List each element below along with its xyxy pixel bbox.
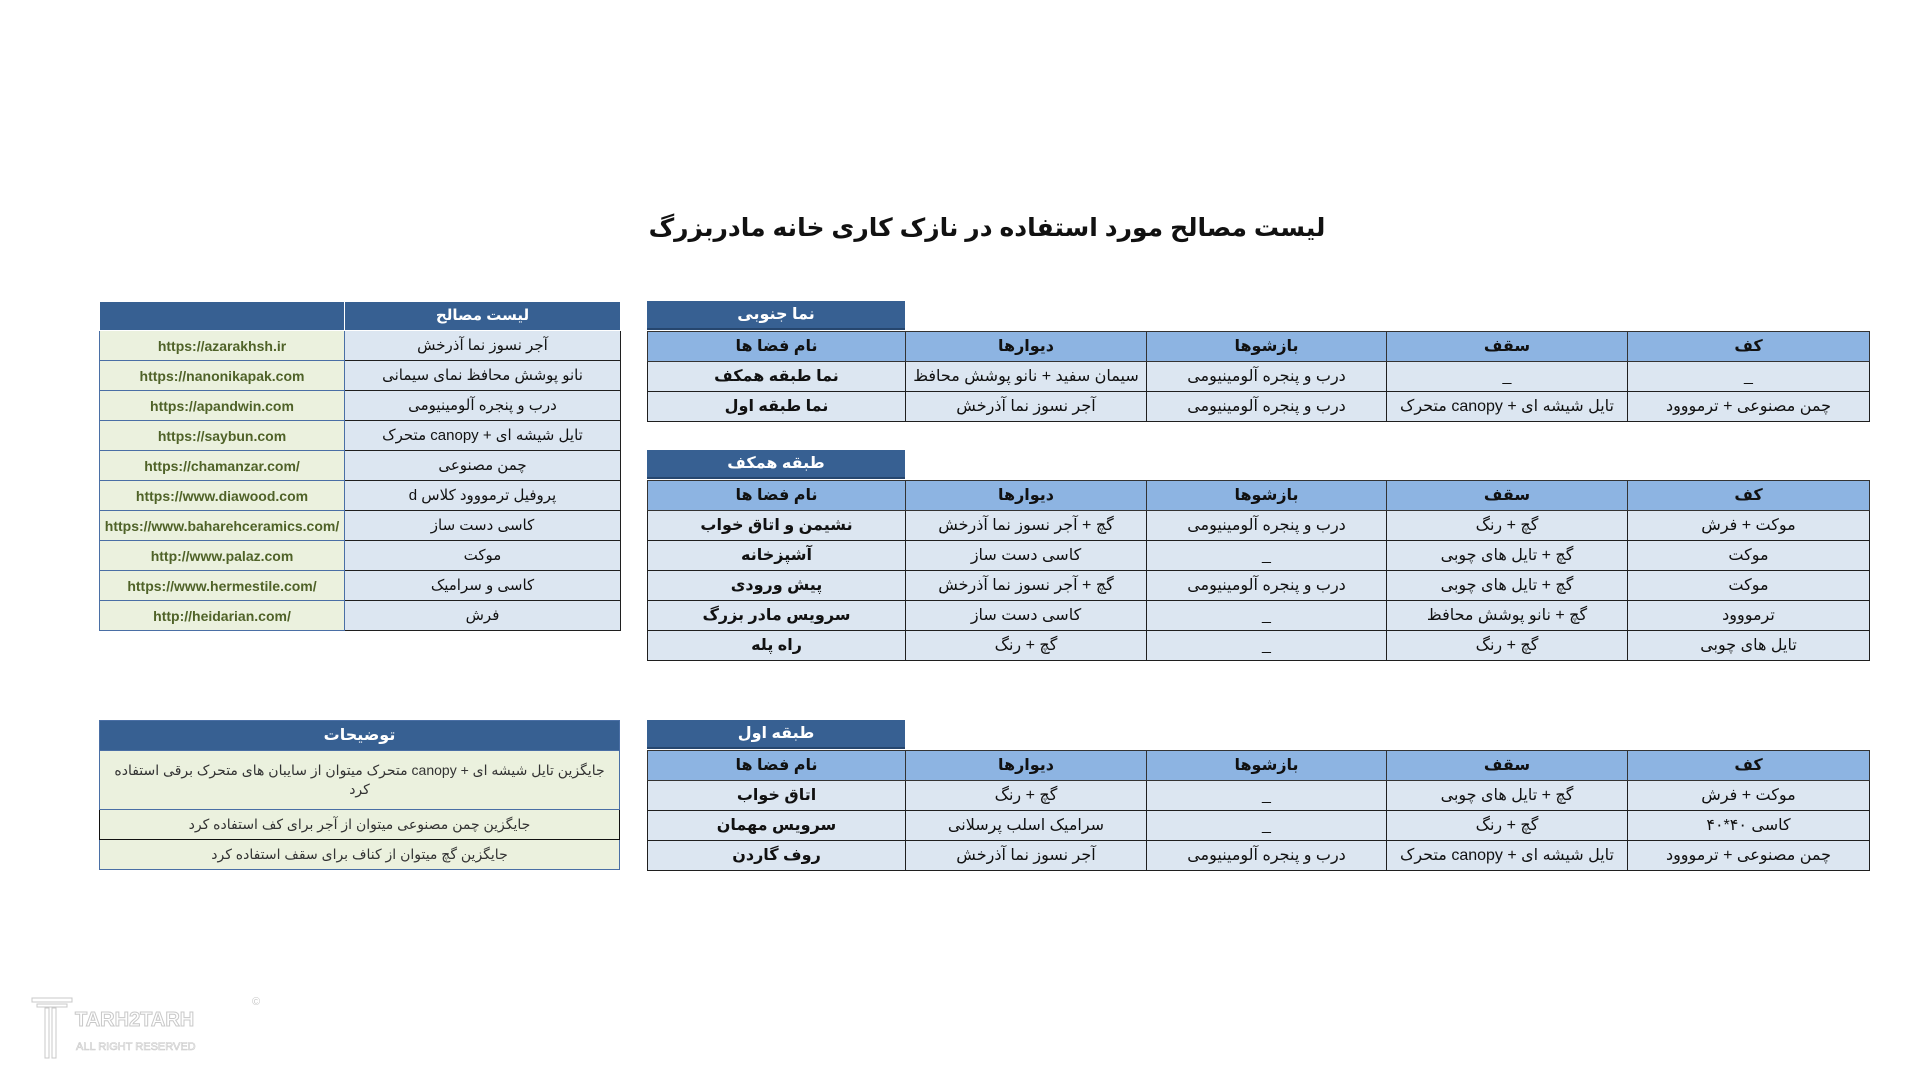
material-url-link[interactable]: http://www.palaz.com xyxy=(100,541,345,571)
section-table-south-facade xyxy=(647,331,1870,422)
cell-openings: درب و پنجره آلومینیومی xyxy=(1147,392,1387,422)
column-header-walls: دیوارها xyxy=(906,751,1147,781)
cell-openings: درب و پنجره آلومینیومی xyxy=(1147,511,1387,541)
column-header-ceiling: سقف xyxy=(1387,751,1628,781)
table-row xyxy=(648,841,1870,871)
table-row xyxy=(648,541,1870,571)
materials-row xyxy=(100,451,621,481)
column-header-space-name: نام فضا ها xyxy=(648,751,906,781)
cell-openings: _ xyxy=(1147,631,1387,661)
material-url-link[interactable]: http://heidarian.com/ xyxy=(100,601,345,631)
page-title: لیست مصالح مورد استفاده در نازک کاری خانه مادربزرگ xyxy=(648,214,1326,242)
notes-title: توضیحات xyxy=(100,721,620,751)
note-item: جایگزین تایل شیشه ای + canopy متحرک میتوان از سایبان های متحرک برقی استفاده کرد xyxy=(100,751,620,810)
materials-row xyxy=(100,331,621,361)
cell-floor: تایل های چوبی xyxy=(1628,631,1870,661)
material-name: موکت xyxy=(345,541,621,571)
cell-floor: موکت xyxy=(1628,541,1870,571)
section-title-south-facade: نما جنوبی xyxy=(647,301,905,330)
section-header-row xyxy=(648,751,1870,781)
column-logo-icon xyxy=(30,996,74,1062)
column-header-walls: دیوارها xyxy=(906,332,1147,362)
cell-space-name: پیش ورودی xyxy=(648,571,906,601)
cell-ceiling: گچ + تایل های چوبی xyxy=(1387,571,1628,601)
materials-row xyxy=(100,481,621,511)
cell-space-name: راه پله xyxy=(648,631,906,661)
cell-walls: سیمان سفید + نانو پوشش محافظ xyxy=(906,362,1147,392)
cell-openings: _ xyxy=(1147,781,1387,811)
cell-ceiling: گچ + رنگ xyxy=(1387,631,1628,661)
cell-floor: کاسی ۴۰*۴۰ xyxy=(1628,811,1870,841)
cell-walls: گچ + آجر نسوز نما آذرخش xyxy=(906,571,1147,601)
cell-walls: گچ + آجر نسوز نما آذرخش xyxy=(906,511,1147,541)
material-name: آجر نسوز نما آذرخش xyxy=(345,331,621,361)
section-title-ground-floor: طبقه همکف xyxy=(647,450,905,479)
cell-walls: کاسی دست ساز xyxy=(906,541,1147,571)
cell-space-name: نما طبقه همکف xyxy=(648,362,906,392)
table-row xyxy=(648,571,1870,601)
logo-name: TARH2TARH xyxy=(75,1009,195,1031)
table-row xyxy=(648,811,1870,841)
column-header-floor: کف xyxy=(1628,332,1870,362)
section-header-row xyxy=(648,332,1870,362)
table-row xyxy=(648,631,1870,661)
note-item: جایگزین گچ میتوان از کناف برای سقف استفاده کرد xyxy=(100,840,620,870)
column-header-openings: بازشوها xyxy=(1147,332,1387,362)
column-header-space-name: نام فضا ها xyxy=(648,332,906,362)
tarh2tarh-logo xyxy=(30,996,270,1066)
cell-walls: سرامیک اسلب پرسلانی xyxy=(906,811,1147,841)
materials-table xyxy=(99,301,621,631)
material-name: پروفیل ترمووود کلاس d xyxy=(345,481,621,511)
notes-table xyxy=(99,720,620,870)
cell-floor: ترمووود xyxy=(1628,601,1870,631)
cell-space-name: آشپزخانه xyxy=(648,541,906,571)
column-header-floor: کف xyxy=(1628,481,1870,511)
column-header-ceiling: سقف xyxy=(1387,332,1628,362)
cell-floor: موکت + فرش xyxy=(1628,781,1870,811)
cell-openings: درب و پنجره آلومینیومی xyxy=(1147,362,1387,392)
cell-ceiling: گچ + تایل های چوبی xyxy=(1387,541,1628,571)
material-url-link[interactable]: https://nanonikapak.com xyxy=(100,361,345,391)
cell-floor: چمن مصنوعی + ترمووود xyxy=(1628,841,1870,871)
material-url-link[interactable]: https://azarakhsh.ir xyxy=(100,331,345,361)
column-header-walls: دیوارها xyxy=(906,481,1147,511)
column-header-openings: بازشوها xyxy=(1147,751,1387,781)
table-row xyxy=(648,601,1870,631)
cell-ceiling: گچ + رنگ xyxy=(1387,811,1628,841)
material-name: تایل شیشه ای + canopy متحرک xyxy=(345,421,621,451)
cell-floor: چمن مصنوعی + ترمووود xyxy=(1628,392,1870,422)
materials-header-url xyxy=(100,302,345,331)
cell-space-name: سرویس مهمان xyxy=(648,811,906,841)
cell-openings: _ xyxy=(1147,811,1387,841)
cell-walls: آجر نسوز نما آذرخش xyxy=(906,392,1147,422)
cell-ceiling: گچ + نانو پوشش محافظ xyxy=(1387,601,1628,631)
material-name: کاسی و سرامیک xyxy=(345,571,621,601)
materials-header-row xyxy=(100,302,621,331)
cell-ceiling: تایل شیشه ای + canopy متحرک xyxy=(1387,392,1628,422)
section-table-first-floor xyxy=(647,750,1870,871)
material-url-link[interactable]: https://www.baharehceramics.com/ xyxy=(100,511,345,541)
cell-openings: درب و پنجره آلومینیومی xyxy=(1147,571,1387,601)
cell-floor: _ xyxy=(1628,362,1870,392)
material-name: نانو پوشش محافظ نمای سیمانی xyxy=(345,361,621,391)
materials-row xyxy=(100,541,621,571)
material-url-link[interactable]: https://chamanzar.com/ xyxy=(100,451,345,481)
material-name: فرش xyxy=(345,601,621,631)
section-title-first-floor: طبقه اول xyxy=(647,720,905,749)
cell-ceiling: تایل شیشه ای + canopy متحرک xyxy=(1387,841,1628,871)
cell-space-name: نما طبقه اول xyxy=(648,392,906,422)
table-row xyxy=(648,362,1870,392)
copyright-mark: © xyxy=(252,996,261,1008)
materials-header-name: لیست مصالح xyxy=(345,302,621,331)
cell-space-name: اتاق خواب xyxy=(648,781,906,811)
cell-walls: گچ + رنگ xyxy=(906,631,1147,661)
material-url-link[interactable]: https://www.diawood.com xyxy=(100,481,345,511)
materials-row xyxy=(100,421,621,451)
cell-space-name: سرویس مادر بزرگ xyxy=(648,601,906,631)
cell-floor: موکت + فرش xyxy=(1628,511,1870,541)
materials-row xyxy=(100,361,621,391)
cell-walls: گچ + رنگ xyxy=(906,781,1147,811)
cell-openings: درب و پنجره آلومینیومی xyxy=(1147,841,1387,871)
material-name: کاسی دست ساز xyxy=(345,511,621,541)
material-url-link[interactable]: https://www.hermestile.com/ xyxy=(100,571,345,601)
cell-walls: آجر نسوز نما آذرخش xyxy=(906,841,1147,871)
cell-ceiling: _ xyxy=(1387,362,1628,392)
material-url-link[interactable]: https://saybun.com xyxy=(100,421,345,451)
note-item: جایگزین چمن مصنوعی میتوان از آجر برای کف استفاده کرد xyxy=(100,810,620,840)
table-row xyxy=(648,781,1870,811)
material-url-link[interactable]: https://apandwin.com xyxy=(100,391,345,421)
section-table-ground-floor xyxy=(647,480,1870,661)
table-row xyxy=(648,392,1870,422)
materials-row xyxy=(100,571,621,601)
cell-openings: _ xyxy=(1147,601,1387,631)
table-row xyxy=(648,511,1870,541)
materials-row xyxy=(100,391,621,421)
column-header-openings: بازشوها xyxy=(1147,481,1387,511)
cell-ceiling: گچ + تایل های چوبی xyxy=(1387,781,1628,811)
column-header-space-name: نام فضا ها xyxy=(648,481,906,511)
logo-tagline: ALL RIGHT RESERVED xyxy=(76,1041,196,1053)
section-header-row xyxy=(648,481,1870,511)
materials-row xyxy=(100,601,621,631)
column-header-floor: کف xyxy=(1628,751,1870,781)
cell-floor: موکت xyxy=(1628,571,1870,601)
cell-space-name: روف گاردن xyxy=(648,841,906,871)
cell-ceiling: گچ + رنگ xyxy=(1387,511,1628,541)
column-header-ceiling: سقف xyxy=(1387,481,1628,511)
materials-row xyxy=(100,511,621,541)
cell-walls: کاسی دست ساز xyxy=(906,601,1147,631)
cell-openings: _ xyxy=(1147,541,1387,571)
material-name: درب و پنجره آلومینیومی xyxy=(345,391,621,421)
cell-space-name: نشیمن و اتاق خواب xyxy=(648,511,906,541)
material-name: چمن مصنوعی xyxy=(345,451,621,481)
